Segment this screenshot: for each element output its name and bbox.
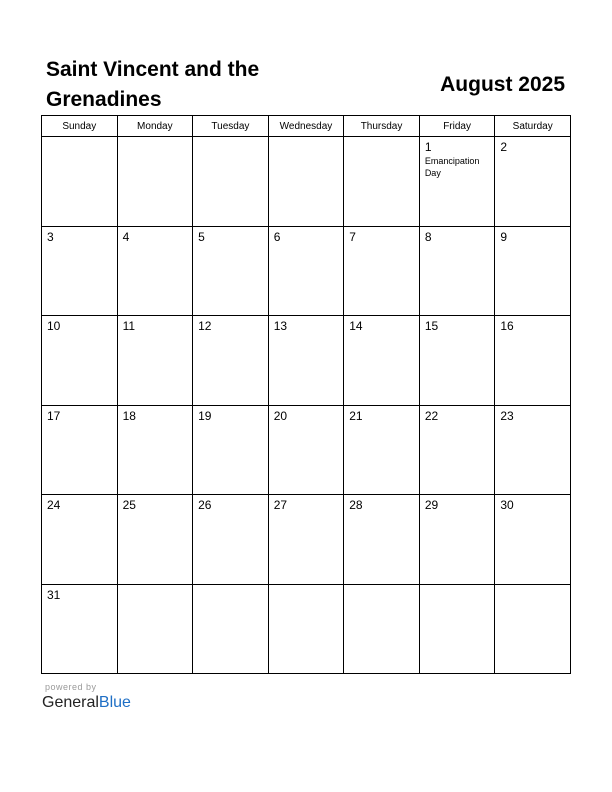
day-cell: [42, 584, 118, 674]
day-cell: [42, 226, 118, 316]
day-cell: [495, 495, 571, 585]
day-number: 2: [500, 140, 508, 154]
day-number: 12: [198, 319, 212, 333]
week-row: [42, 495, 571, 585]
day-number: 23: [500, 408, 514, 423]
day-cell: [495, 137, 571, 227]
day-cell: [193, 226, 269, 316]
day-cell: [344, 137, 420, 227]
day-number: 24: [47, 498, 61, 512]
day-cell: [495, 226, 571, 316]
day-cell: [268, 495, 344, 585]
day-number: 15: [424, 319, 439, 333]
day-cell: [117, 405, 193, 495]
day-number: 7: [349, 229, 356, 244]
day-number: 26: [198, 498, 212, 512]
day-cell: [268, 137, 344, 227]
day-cell: [419, 405, 495, 495]
day-number: 3: [47, 229, 54, 244]
day-cell: [344, 316, 420, 406]
day-number: 9: [500, 229, 508, 244]
branding: [42, 681, 131, 713]
weekday-saturday: Saturday: [495, 116, 571, 137]
month-title: August 2025: [440, 73, 565, 96]
day-cell: [344, 405, 420, 495]
day-cell: [42, 495, 118, 585]
day-number: 25: [122, 498, 136, 512]
day-cell: [495, 316, 571, 406]
day-number: 11: [122, 319, 136, 333]
day-cell: [42, 137, 118, 227]
day-number: 16: [500, 319, 514, 333]
day-number: 10: [47, 319, 61, 333]
weekday-tuesday: Tuesday: [193, 116, 269, 137]
day-number: 20: [273, 408, 288, 423]
day-cell: [268, 584, 344, 674]
calendar-grid: [41, 115, 571, 674]
weekday-wednesday: Wednesday: [268, 116, 344, 137]
day-cell: [419, 226, 495, 316]
day-cell: [268, 226, 344, 316]
day-number: 27: [273, 498, 288, 512]
day-cell: [495, 584, 571, 674]
day-cell: [344, 226, 420, 316]
day-number: 18: [122, 408, 136, 423]
calendar-body: [42, 137, 571, 674]
powered-by-label: powered by: [45, 682, 97, 692]
day-number: 1: [424, 140, 432, 154]
day-cell: [117, 584, 193, 674]
day-number: 19: [198, 408, 212, 423]
day-cell: [419, 584, 495, 674]
day-cell: [344, 495, 420, 585]
week-row: [42, 316, 571, 406]
brand-blue-text: Blue: [98, 694, 131, 711]
day-number: 13: [273, 319, 288, 333]
day-number: 21: [349, 408, 363, 423]
day-number: 30: [500, 498, 514, 512]
week-row: [42, 405, 571, 495]
day-cell: [419, 495, 495, 585]
day-number: 14: [349, 319, 363, 333]
day-cell: [117, 495, 193, 585]
weekday-friday: Friday: [419, 116, 495, 137]
day-cell: [193, 495, 269, 585]
day-cell: [117, 137, 193, 227]
brand-logo: [42, 693, 131, 713]
day-number: 4: [122, 229, 130, 244]
day-number: 22: [424, 408, 439, 423]
day-cell: [419, 316, 495, 406]
day-number: 8: [424, 229, 432, 244]
day-number: 31: [47, 587, 61, 602]
weekday-sunday: Sunday: [42, 116, 118, 137]
weekday-header-row: [42, 116, 571, 137]
country-title: Saint Vincent and the Grenadines: [46, 58, 260, 111]
week-row: [42, 226, 571, 316]
day-cell: [344, 584, 420, 674]
day-number: 17: [47, 408, 61, 423]
weekday-monday: Monday: [117, 116, 193, 137]
day-cell: [193, 405, 269, 495]
week-row: [42, 584, 571, 674]
day-cell: [268, 316, 344, 406]
day-cell: [419, 137, 495, 227]
brand-general-text: General: [42, 694, 99, 711]
day-number: 28: [349, 498, 363, 512]
day-cell: [193, 316, 269, 406]
weekday-thursday: Thursday: [344, 116, 420, 137]
day-number: 6: [273, 229, 281, 244]
day-number: 5: [198, 229, 205, 244]
day-number: 29: [424, 498, 439, 512]
day-cell: [117, 226, 193, 316]
day-cell: [42, 405, 118, 495]
day-cell: [193, 137, 269, 227]
week-row: [42, 137, 571, 227]
day-cell: [193, 584, 269, 674]
day-cell: [42, 316, 118, 406]
day-cell: [117, 316, 193, 406]
day-cell: [495, 405, 571, 495]
holiday-label: Emancipation Day: [424, 156, 480, 178]
day-cell: [268, 405, 344, 495]
